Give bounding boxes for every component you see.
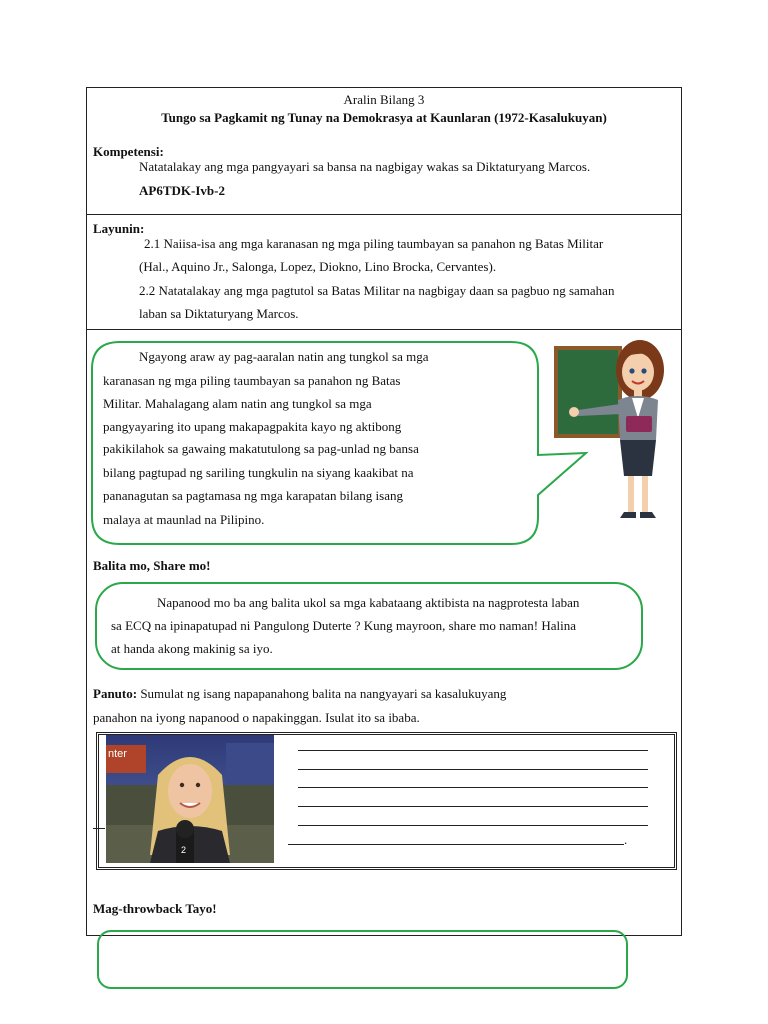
section-divider [86,214,682,215]
writing-line [298,750,648,751]
throwback-heading: Mag-throwback Tayo! [93,901,217,916]
teacher-illustration [552,338,674,524]
mic-label: 2 [181,845,187,855]
speech-line: Militar. Mahalagang alam natin ang tungkol sa mga [103,396,372,411]
news-reporter-photo [106,735,274,863]
balita-heading: Balita mo, Share mo! [93,558,211,573]
speech-line: pakikilahok sa gawaing makatutulong sa pag-unlad ng bansa [103,441,419,456]
kompetensi-code: AP6TDK-Ivb-2 [139,183,225,198]
layunin-line: laban sa Diktaturyang Marcos. [139,306,299,321]
panuto-line [93,685,506,702]
lesson-number: Aralin Bilang 3 [343,92,425,107]
speech-line: pangyayaring ito upang makapagpakita kayo ng aktibong [103,419,402,434]
balita-line: at handa akong makinig sa iyo. [111,641,273,656]
kompetensi-text: Natatalakay ang mga pangyayari sa bansa na nagbigay wakas sa Diktaturyang Marcos. [139,159,591,174]
kompetensi-label: Kompetensi: [93,144,164,159]
balita-line: Napanood mo ba ang balita ukol sa mga kabataang aktibista na nagprotesta laban [157,595,580,610]
book-icon [626,416,652,432]
panuto-text: Sumulat ng isang napapanahong balita na nangyayari sa kasalukuyang [137,686,507,701]
writing-line [93,828,105,829]
throwback-box [97,930,628,989]
photo-sign-text: nter [108,748,127,760]
lesson-title: Tungo sa Pagkamit ng Tunay na Demokrasya at Kaunlaran (1972-Kasalukuyan) [161,110,607,125]
layunin-line: 2.1 Naiisa-isa ang mga karanasan ng mga piling taumbayan sa panahon ng Batas Militar [144,236,604,251]
panuto-line-2: panahon na iyong napanood o napakinggan. Isulat ito sa ibaba. [93,710,420,725]
balita-line: sa ECQ na ipinapatupad ni Pangulong Duterte ? Kung mayroon, share mo naman! Halina [111,618,576,633]
section-divider [86,329,682,330]
writing-line [298,787,648,788]
writing-line [298,825,648,826]
layunin-label: Layunin: [93,221,145,236]
chalkboard [558,350,618,434]
layunin-line: 2.2 Natatalakay ang mga pagtutol sa Batas Militar na nagbigay daan sa pagbuo ng samahan [139,283,615,298]
writing-end-mark: . [624,832,628,847]
speech-line: Ngayong araw ay pag-aaralan natin ang tungkol sa mga [139,349,429,364]
writing-line [298,769,648,770]
speech-line: pananagutan sa pagtamasa ng mga karapatan bilang isang [103,488,403,503]
speech-line: malaya at maunlad na Pilipino. [103,512,265,527]
speech-line: karanasan ng mga piling taumbayan sa panahon ng Batas [103,373,401,388]
panuto-label: Panuto: [93,686,138,701]
layunin-line: (Hal., Aquino Jr., Salonga, Lopez, Diokno, Lino Brocka, Cervantes). [139,259,497,274]
speech-line: bilang pagtupad ng sariling tungkulin na siyang kaakibat na [103,465,414,480]
writing-line [288,844,624,845]
writing-line [298,806,648,807]
